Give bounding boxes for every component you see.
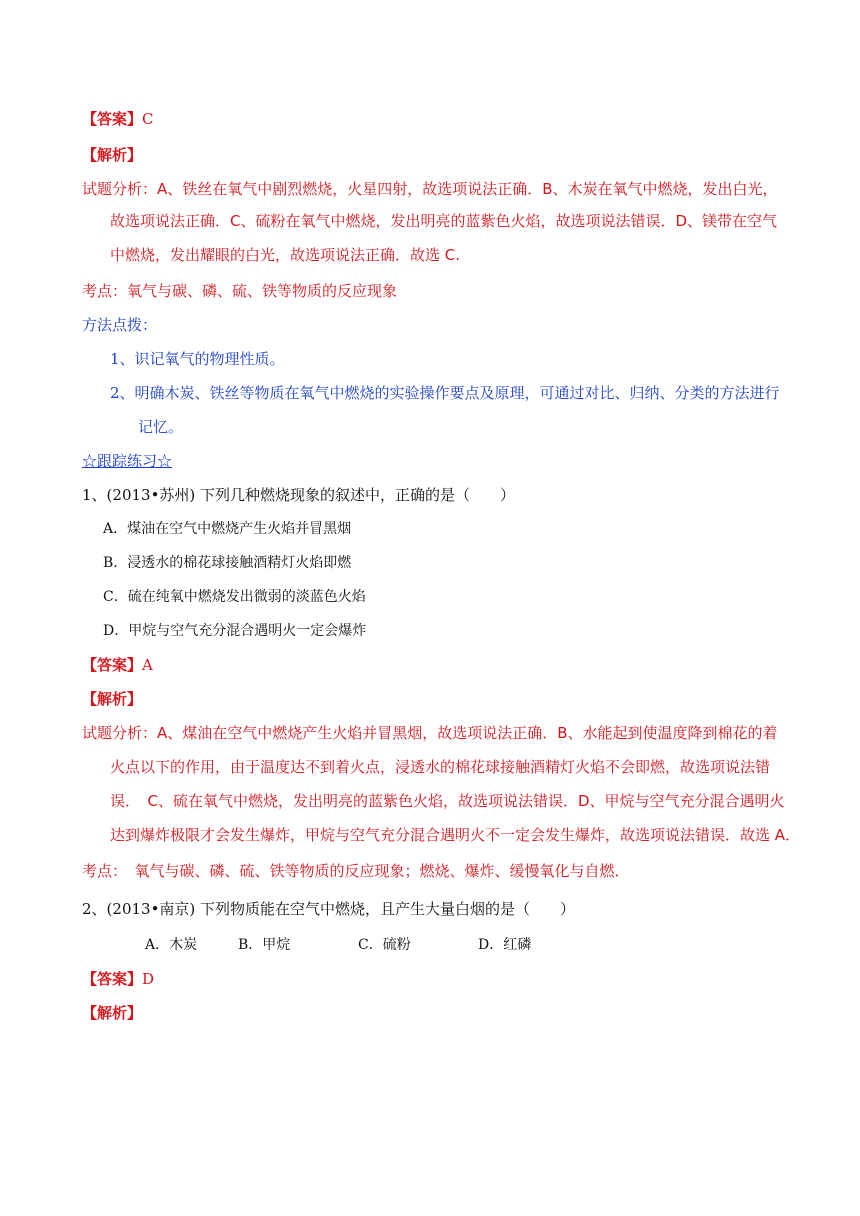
- practice-title[interactable]: ☆跟踪练习☆: [82, 452, 173, 470]
- analysis-line: 故选项说法正确．C、硫粉在氧气中燃烧，发出明亮的蓝紫色火焰，故选项说法错误．D、镁带在空气: [110, 212, 778, 230]
- answer-label: 【答案】: [82, 656, 143, 674]
- exam-point: 考点： 氧气与碳、磷、硫、铁等物质的反应现象；燃烧、爆炸、缓慢氧化与自燃．: [82, 862, 630, 880]
- answer-value: A: [142, 656, 153, 674]
- answer-label: 【答案】: [82, 970, 143, 988]
- analysis-label: 【解析】: [82, 146, 143, 164]
- answer-line-2: [82, 654, 153, 675]
- analysis-label: 【解析】: [82, 690, 143, 708]
- answer-value: D: [142, 970, 155, 988]
- method-item: 记忆。: [138, 418, 184, 436]
- analysis-line: 试题分析：A、煤油在空气中燃烧产生火焰并冒黑烟，故选项说法正确．B、水能起到使温度降到棉花的着: [82, 724, 778, 742]
- question-2-option-d: D．红磷: [478, 937, 532, 953]
- question-2-stem: 2、(2013•南京) 下列物质能在空气中燃烧，且产生大量白烟的是（ ）: [82, 900, 576, 918]
- answer-line-3: [82, 968, 154, 989]
- question-2-option-b: B．甲烷: [238, 937, 291, 953]
- analysis-line: 中燃烧，发出耀眼的白光，故选项说法正确．故选 C.: [110, 246, 461, 264]
- method-item: 1、识记氧气的物理性质。: [110, 350, 285, 368]
- question-2-option-c: C．硫粉: [358, 937, 411, 953]
- analysis-line: 误． C、硫在氧气中燃烧，发出明亮的蓝紫色火焰，故选项说法错误．D、甲烷与空气充分混合遇明火: [110, 792, 785, 810]
- question-1-option-c: C．硫在纯氧中燃烧发出微弱的淡蓝色火焰: [103, 589, 366, 605]
- question-1-stem: 1、(2013•苏州) 下列几种燃烧现象的叙述中，正确的是（ ）: [82, 486, 516, 504]
- method-item: 2、明确木炭、铁丝等物质在氧气中燃烧的实验操作要点及原理，可通过对比、归纳、分类的方法进行: [110, 384, 780, 402]
- analysis-line: 试题分析：A、铁丝在氧气中剧烈燃烧，火星四射，故选项说法正确．B、木炭在氧气中燃烧，发出白光，: [82, 180, 778, 198]
- question-1-option-d: D．甲烷与空气充分混合遇明火一定会爆炸: [103, 623, 367, 639]
- answer-line-1: [82, 108, 154, 129]
- question-1-option-a: A．煤油在空气中燃烧产生火焰并冒黑烟: [103, 521, 352, 537]
- analysis-label: 【解析】: [82, 1004, 143, 1022]
- question-1-option-b: B．浸透水的棉花球接触酒精灯火焰即燃: [103, 555, 352, 571]
- analysis-line: 达到爆炸极限才会发生爆炸，甲烷与空气充分混合遇明火不一定会发生爆炸，故选项说法错误．故选 A．: [110, 826, 801, 844]
- question-2-option-a: A．木炭: [145, 937, 198, 953]
- analysis-line: 火点以下的作用，由于温度达不到着火点，浸透水的棉花球接触酒精灯火焰不会即燃，故选项说法错: [110, 758, 771, 776]
- exam-point: 考点：氧气与碳、磷、硫、铁等物质的反应现象: [82, 282, 398, 300]
- method-title: 方法点拨：: [82, 316, 158, 334]
- answer-label: 【答案】: [82, 110, 143, 128]
- answer-value: C: [142, 110, 154, 128]
